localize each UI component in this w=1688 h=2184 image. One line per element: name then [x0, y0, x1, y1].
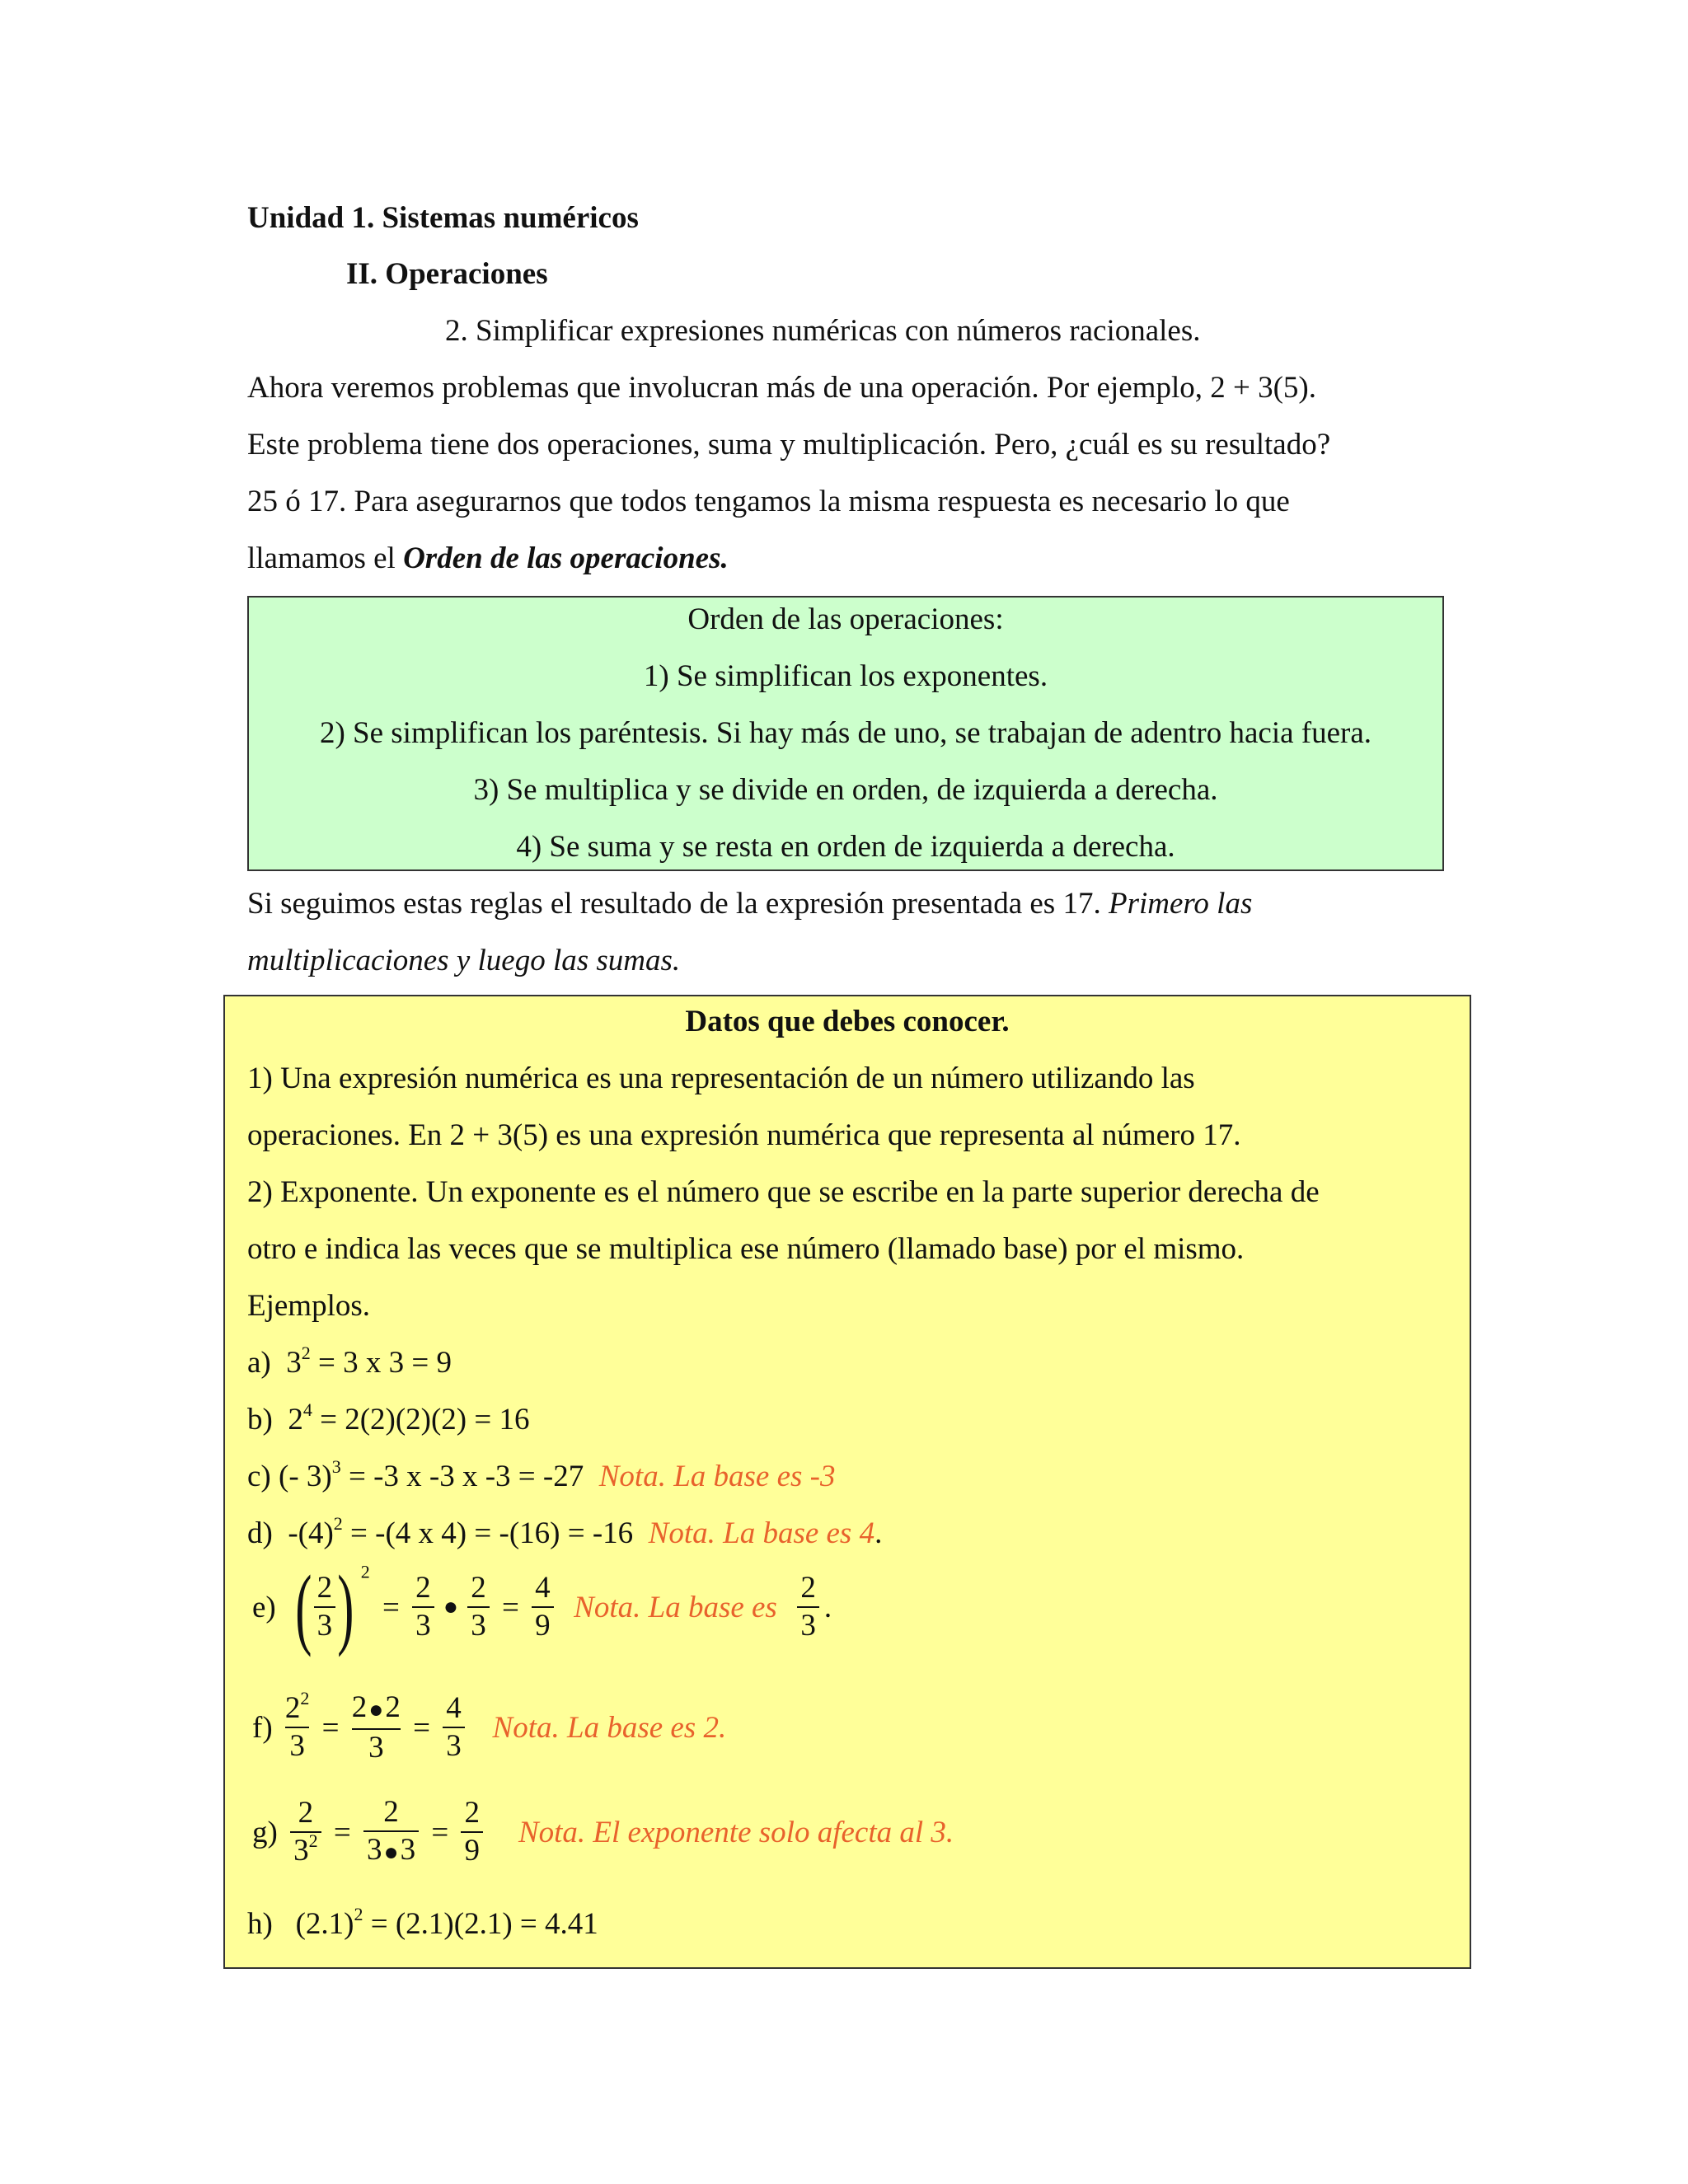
example-b-base: 2: [288, 1403, 303, 1436]
example-g-label: g): [252, 1815, 278, 1849]
after-box-line-2: multiplicaciones y luego las sumas.: [247, 944, 681, 977]
right-paren: ): [337, 1557, 354, 1657]
fraction-two-thirds: [412, 1570, 434, 1644]
example-e-exponent: 2: [360, 1561, 370, 1582]
example-d-rest: = -(4 x 4) = -(16) = -16: [342, 1516, 634, 1550]
example-c-label: c): [247, 1460, 271, 1493]
example-h-rest: = (2.1)(2.1) = 4.41: [363, 1907, 598, 1941]
example-a-exponent: 2: [301, 1343, 311, 1363]
multiply-dot: ●: [383, 1838, 399, 1866]
denominator: 3: [412, 1606, 434, 1644]
intro-line-4: [247, 538, 729, 579]
example-f: [247, 1690, 731, 1780]
fraction-two-thirds: [467, 1570, 490, 1644]
factor: 3: [366, 1833, 382, 1867]
factor: 3: [400, 1833, 416, 1867]
exponent: 2: [308, 1830, 318, 1852]
example-c-note: Nota. La base es -3: [598, 1460, 836, 1493]
order-box-title: Orden de las operaciones:: [687, 602, 1004, 636]
order-rule-1: 1) Se simplifican los exponentes.: [643, 659, 1048, 693]
fraction-two-dot-two-over-three: [352, 1690, 401, 1766]
intro-line-1: Ahora veremos problemas que involucran más de una operación. Por ejemplo, 2 + 3(5).: [247, 371, 1316, 405]
equals-sign: =: [413, 1710, 431, 1745]
example-d-period: .: [874, 1516, 883, 1550]
numerator: 2: [800, 1571, 816, 1605]
factor: 2: [351, 1690, 368, 1724]
numerator: 2: [464, 1796, 480, 1830]
example-b: [247, 1399, 530, 1441]
subsection-title: 2. Simplificar expresiones numéricas con números racionales.: [445, 314, 1201, 348]
equals-sign: =: [502, 1590, 519, 1624]
numerator: 2: [298, 1796, 314, 1830]
multiply-dot: ●: [443, 1593, 459, 1620]
facts-title: Datos que debes conocer.: [685, 1005, 1010, 1038]
fraction-two-thirds: [314, 1570, 336, 1644]
numerator: 2: [383, 1795, 399, 1829]
example-h-label: h): [247, 1907, 273, 1941]
fact-2-line-2: otro e indica las veces que se multiplica ese número (llamado base) por el mismo.: [247, 1232, 1245, 1266]
unit-title: Unidad 1. Sistemas numéricos: [247, 201, 639, 235]
example-e: [247, 1557, 837, 1657]
intro-line-4-text: llamamos el: [247, 541, 404, 575]
numerator: 2: [471, 1571, 486, 1605]
example-a-label: a): [247, 1346, 271, 1380]
example-d-note: Nota. La base es 4: [648, 1516, 875, 1550]
denominator: 3: [285, 1727, 310, 1765]
denominator: 9: [461, 1831, 483, 1869]
example-c: [247, 1456, 836, 1497]
numerator: [285, 1690, 310, 1727]
example-f-label: f): [252, 1710, 273, 1745]
denominator: 3: [314, 1606, 336, 1644]
numerator: 2: [316, 1571, 333, 1605]
example-c-rest: = -3 x -3 x -3 = -27: [340, 1460, 584, 1493]
section-title: II. Operaciones: [346, 257, 548, 291]
order-rule-2: 2) Se simplifican los paréntesis. Si hay más de uno, se trabajan de adentro hacia fuera.: [319, 716, 1372, 750]
denominator: [363, 1830, 419, 1871]
fact-1-line-2: operaciones. En 2 + 3(5) es una expresión numérica que representa al número 17.: [247, 1118, 1241, 1152]
left-paren: (: [295, 1557, 312, 1657]
example-d-exponent: 2: [333, 1513, 343, 1534]
example-d-base: -(4): [288, 1516, 334, 1550]
example-c-exponent: 3: [331, 1456, 341, 1477]
example-b-label: b): [247, 1403, 273, 1436]
base: 2: [284, 1691, 301, 1726]
after-box-text: Si seguimos estas reglas el resultado de la expresión presentada es 17.: [247, 887, 1109, 921]
equals-sign: =: [431, 1815, 449, 1849]
numerator: 2: [415, 1571, 431, 1605]
base: 3: [293, 1834, 309, 1868]
denominator: 3: [467, 1606, 490, 1644]
example-e-label: e): [252, 1590, 276, 1624]
example-h-base: (2.1): [295, 1907, 354, 1941]
after-box-line-1: [247, 883, 1252, 925]
equals-sign: =: [321, 1710, 340, 1745]
example-a-base: 3: [286, 1346, 302, 1380]
example-a-rest: = 3 x 3 = 9: [310, 1346, 452, 1380]
order-rule-3: 3) Se multiplica y se divide en orden, de izquierda a derecha.: [473, 773, 1218, 807]
example-h-exponent: 2: [354, 1904, 363, 1924]
equals-sign: =: [333, 1815, 351, 1849]
denominator: 3: [352, 1728, 401, 1766]
fraction-four-thirds: [443, 1690, 465, 1765]
numerator: 4: [446, 1691, 462, 1726]
numerator: [352, 1690, 401, 1728]
fraction-two-thirds: [797, 1570, 819, 1644]
factor: 2: [385, 1690, 401, 1724]
example-h: [247, 1904, 598, 1945]
denominator: 3: [797, 1606, 819, 1644]
example-d: [247, 1513, 882, 1554]
fraction-two-squared-over-three: [285, 1690, 310, 1765]
intro-line-3: 25 ó 17. Para asegurarnos que todos tengamos la misma respuesta es necesario lo que: [247, 485, 1290, 518]
numerator: 4: [535, 1571, 551, 1605]
order-of-operations-emphasis: Orden de las operaciones.: [403, 541, 729, 575]
example-b-exponent: 4: [302, 1399, 312, 1420]
example-g: [247, 1794, 959, 1885]
fraction-four-ninths: [532, 1570, 554, 1644]
examples-label: Ejemplos.: [247, 1289, 371, 1323]
example-b-rest: = 2(2)(2)(2) = 16: [312, 1403, 530, 1436]
fraction-two-over-three-dot-three: [363, 1794, 419, 1871]
example-f-note: Nota. La base es 2.: [492, 1710, 727, 1745]
fact-2-line-1: 2) Exponente. Un exponente es el número que se escribe en la parte superior derecha de: [247, 1175, 1320, 1209]
denominator: [290, 1831, 321, 1869]
fact-1-line-1: 1) Una expresión numérica es una representación de un número utilizando las: [247, 1062, 1195, 1095]
example-e-period: .: [823, 1590, 832, 1624]
exponent: 2: [300, 1688, 310, 1709]
fraction-two-over-three-squared: [290, 1795, 321, 1869]
example-a: [247, 1343, 452, 1384]
multiply-dot: ●: [368, 1695, 384, 1723]
example-c-base: (- 3): [279, 1460, 332, 1493]
denominator: 9: [532, 1606, 554, 1644]
example-d-label: d): [247, 1516, 273, 1550]
example-g-note: Nota. El exponente solo afecta al 3.: [518, 1815, 954, 1849]
example-e-note: Nota. La base es: [574, 1590, 777, 1624]
equals-sign: =: [382, 1590, 400, 1624]
fraction-two-ninths: [461, 1795, 483, 1869]
intro-line-2: Este problema tiene dos operaciones, suma y multiplicación. Pero, ¿cuál es su resultado?: [247, 428, 1331, 462]
after-box-italic-1: Primero las: [1108, 887, 1253, 921]
order-rule-4: 4) Se suma y se resta en orden de izquierda a derecha.: [516, 830, 1175, 864]
denominator: 3: [443, 1727, 465, 1765]
